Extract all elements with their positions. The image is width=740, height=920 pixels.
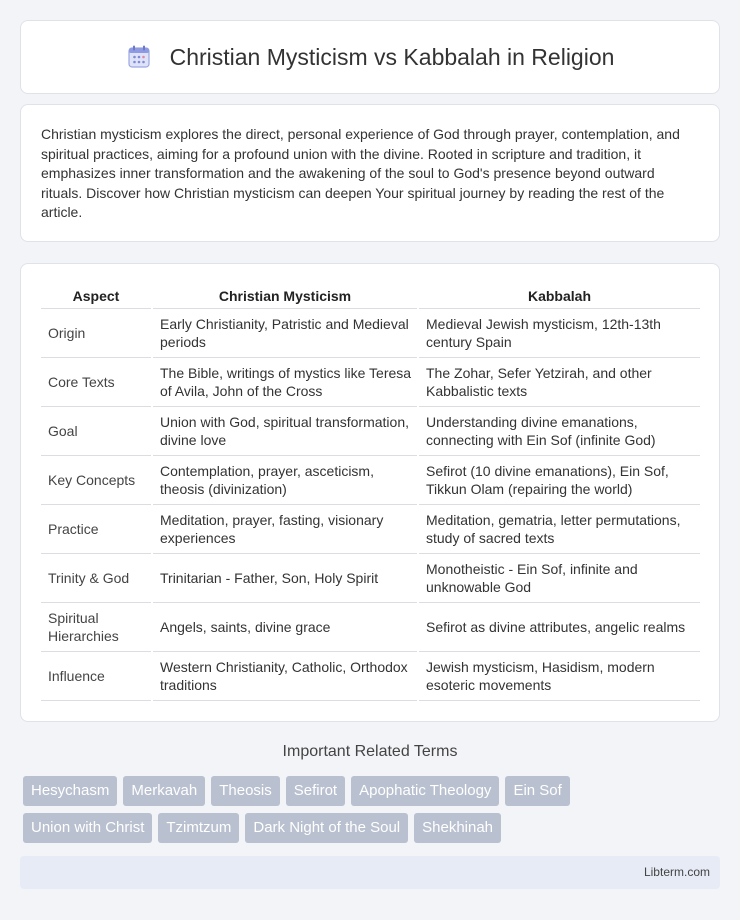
- row-kabbalah: Jewish mysticism, Hasidism, modern esoteric movements: [418, 651, 700, 700]
- row-aspect: Origin: [41, 308, 152, 357]
- row-kabbalah: Medieval Jewish mysticism, 12th-13th century Spain: [418, 308, 700, 357]
- row-christian: Early Christianity, Patristic and Medieval periods: [152, 308, 418, 357]
- tag-dark-night-of-the-soul[interactable]: Dark Night of the Soul: [245, 813, 408, 843]
- tag-tzimtzum[interactable]: Tzimtzum: [158, 813, 239, 843]
- tag-merkavah[interactable]: Merkavah: [123, 776, 205, 806]
- intro-card: [20, 104, 720, 242]
- row-aspect: Practice: [41, 504, 152, 553]
- tag-sefirot[interactable]: Sefirot: [286, 776, 345, 806]
- table-row: [41, 504, 700, 553]
- footer: [20, 856, 720, 889]
- row-christian: Meditation, prayer, fasting, visionary experiences: [152, 504, 418, 553]
- row-kabbalah: Sefirot as divine attributes, angelic realms: [418, 602, 700, 651]
- row-christian: Trinitarian - Father, Son, Holy Spirit: [152, 553, 418, 602]
- row-aspect: Core Texts: [41, 357, 152, 406]
- table-row: [41, 651, 700, 700]
- row-aspect: Key Concepts: [41, 455, 152, 504]
- row-kabbalah: Monotheistic - Ein Sof, infinite and unknowable God: [418, 553, 700, 602]
- table-row: [41, 455, 700, 504]
- comparison-table-card: [20, 263, 720, 722]
- row-christian: Contemplation, prayer, asceticism, theosis (divinization): [152, 455, 418, 504]
- tag-union-with-christ[interactable]: Union with Christ: [23, 813, 152, 843]
- intro-paragraph: Christian mysticism explores the direct, personal experience of God through prayer, contemplation, and spiritual practices, aiming for a profound union with the divine. Rooted in scripture and tradition, it emphasizes inner transformation and the awakening of the soul to God's presence beyond outward rituals. Discover how Christian mysticism can deepen Your spiritual journey by reading the rest of the article.: [41, 126, 680, 220]
- related-terms-tags: [23, 776, 723, 850]
- tag-hesychasm[interactable]: Hesychasm: [23, 776, 117, 806]
- header-christian-mysticism: Christian Mysticism: [152, 284, 418, 308]
- table-row: [41, 602, 700, 651]
- related-terms-heading: Important Related Terms: [282, 743, 458, 760]
- row-kabbalah: Meditation, gematria, letter permutations, study of sacred texts: [418, 504, 700, 553]
- tag-apophatic-theology[interactable]: Apophatic Theology: [351, 776, 499, 806]
- row-christian: Western Christianity, Catholic, Orthodox traditions: [152, 651, 418, 700]
- row-aspect: Trinity & God: [41, 553, 152, 602]
- header-kabbalah: Kabbalah: [418, 284, 700, 308]
- page-title: Christian Mysticism vs Kabbalah in Religion: [169, 43, 615, 70]
- comparison-table: [41, 284, 700, 701]
- row-kabbalah: Understanding divine emanations, connecting with Ein Sof (infinite God): [418, 406, 700, 455]
- row-christian: Angels, saints, divine grace: [152, 602, 418, 651]
- row-christian: Union with God, spiritual transformation, divine love: [152, 406, 418, 455]
- row-aspect: Spiritual Hierarchies: [41, 602, 152, 651]
- tag-shekhinah[interactable]: Shekhinah: [414, 813, 501, 843]
- tag-row: [23, 776, 723, 806]
- footer-site-link[interactable]: Libterm.com: [643, 865, 710, 879]
- table-row: [41, 553, 700, 602]
- calendar-icon: [126, 44, 152, 70]
- table-row: [41, 406, 700, 455]
- table-header-row: [41, 284, 700, 308]
- row-aspect: Goal: [41, 406, 152, 455]
- tag-ein-sof[interactable]: Ein Sof: [505, 776, 569, 806]
- tag-theosis[interactable]: Theosis: [211, 776, 280, 806]
- row-kabbalah: The Zohar, Sefer Yetzirah, and other Kabbalistic texts: [418, 357, 700, 406]
- table-row: [41, 357, 700, 406]
- header-aspect: Aspect: [41, 284, 152, 308]
- table-row: [41, 308, 700, 357]
- row-christian: The Bible, writings of mystics like Teresa of Avila, John of the Cross: [152, 357, 418, 406]
- row-aspect: Influence: [41, 651, 152, 700]
- tag-row: [23, 813, 723, 843]
- title-wrap: [126, 44, 615, 71]
- title-card: [20, 20, 720, 94]
- row-kabbalah: Sefirot (10 divine emanations), Ein Sof, Tikkun Olam (repairing the world): [418, 455, 700, 504]
